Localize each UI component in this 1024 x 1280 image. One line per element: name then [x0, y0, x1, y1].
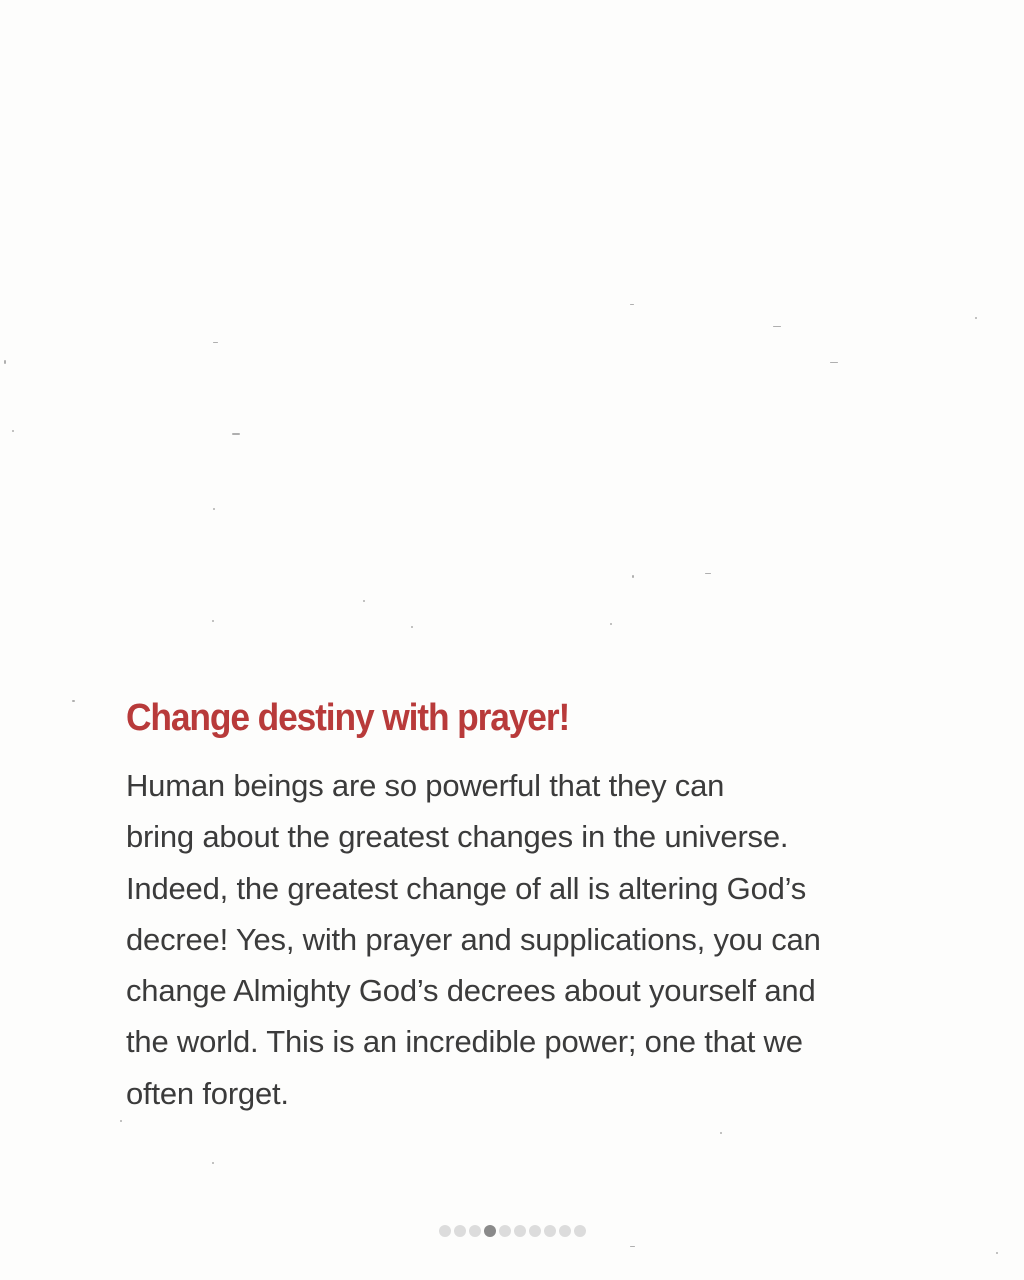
- pagination-dot[interactable]: [574, 1225, 586, 1237]
- pagination-dot[interactable]: [529, 1225, 541, 1237]
- pagination-dot[interactable]: [559, 1225, 571, 1237]
- pagination-dot[interactable]: [454, 1225, 466, 1237]
- pagination-dot-active[interactable]: [484, 1225, 496, 1237]
- pagination-dot[interactable]: [514, 1225, 526, 1237]
- pagination-dot[interactable]: [469, 1225, 481, 1237]
- pagination-dot[interactable]: [439, 1225, 451, 1237]
- post-title: Change destiny with prayer!: [126, 697, 570, 739]
- post-content: [126, 696, 926, 1119]
- pagination-dot[interactable]: [499, 1225, 511, 1237]
- pagination-dot[interactable]: [544, 1225, 556, 1237]
- post-body: Human beings are so powerful that they can bring about the greatest changes in the universe. Indeed, the greatest change of all is altering God’s decree! Yes, with prayer and supplications, you can change Almighty God’s decrees about yourself and the world. This is an incredible power; one that we often forget.: [126, 768, 821, 1111]
- carousel-pagination: [0, 1225, 1024, 1237]
